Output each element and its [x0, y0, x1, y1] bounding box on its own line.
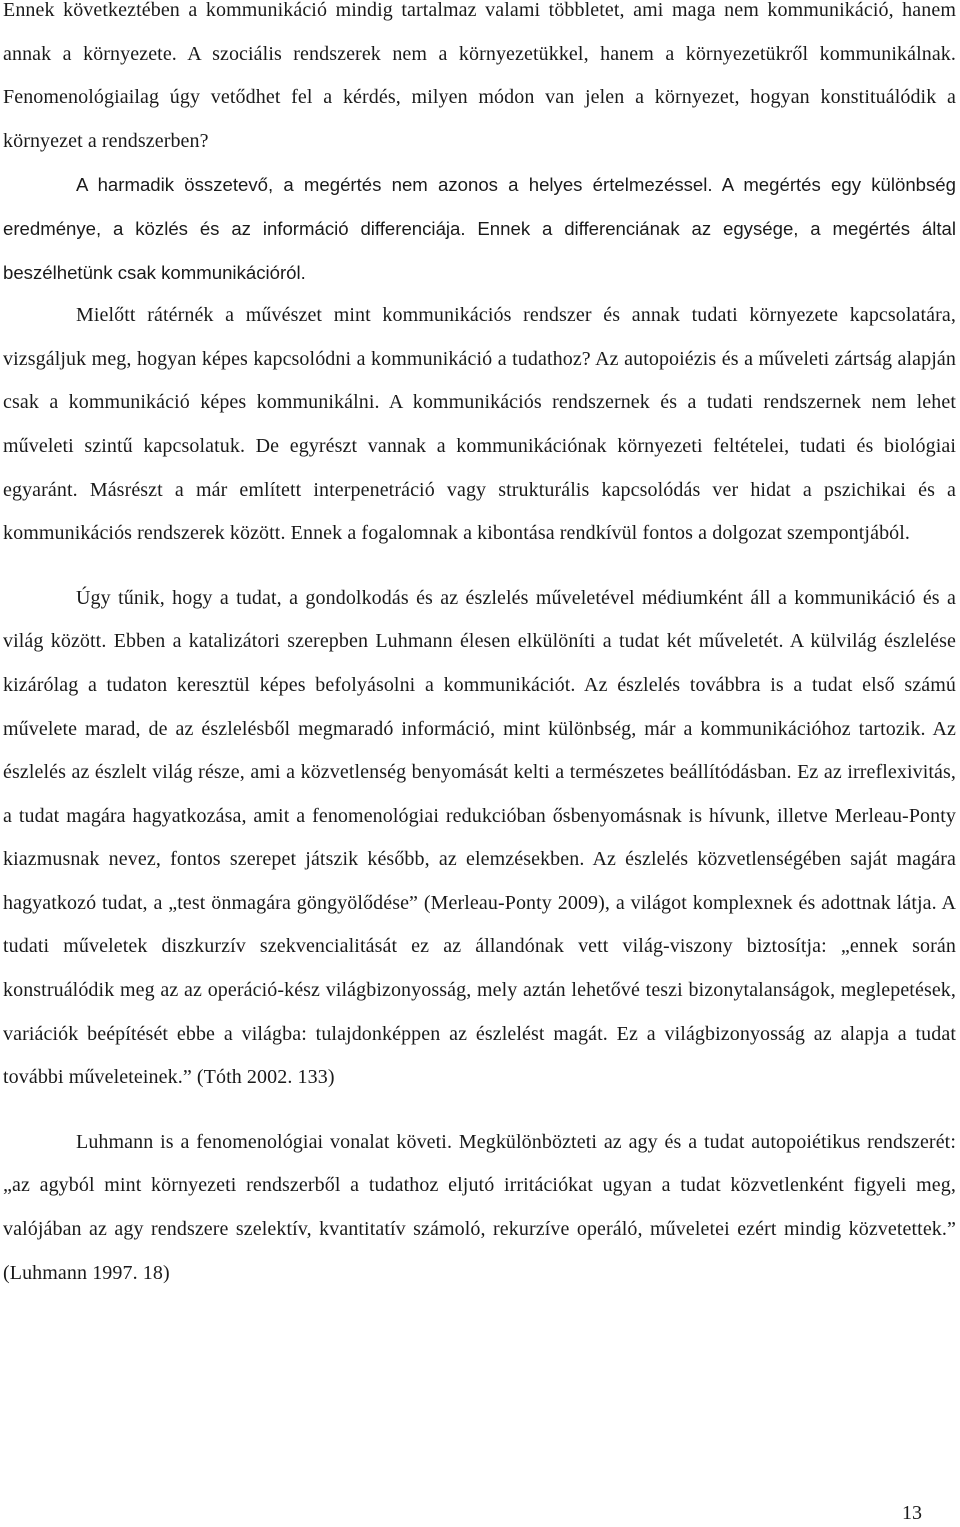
paragraph-1: Ennek következtében a kommunikáció mindig tartalmaz valami többletet, ami maga nem kommunikáció, hanem annak a környezete. A szociális rendszerek nem a környezetükkel, hanem a környezetükről kommunikálnak. Fenomenológiailag úgy vetődhet fel a kérdés, milyen módon van jelen a környezet, hogyan konstituálódik a környezet a rendszerben?	[3, 0, 956, 152]
paragraph-2: A harmadik összetevő, a megértés nem azonos a helyes értelmezéssel. A megértés egy különbség eredménye, a közlés és az információ differenciája. Ennek a differenciának az egysége, a megértés által beszélhetünk csak kommunikációról.	[3, 174, 956, 283]
paragraph-3: Mielőtt rátérnék a művészet mint kommunikációs rendszer és annak tudati környezete kapcsolatára, vizsgáljuk meg, hogyan képes kapcsolódni a kommunikáció a tudathoz? Az autopoiézis és a műveleti zártság alapján csak a kommunikáció képes kommunikálni. A kommunikációs rendszernek és a tudati rendszernek nem lehet műveleti szintű kapcsolatuk. De egyrészt vannak a kommunikációnak környezeti feltételei, tudati és biológiai egyaránt. Másrészt a már említett interpenetráció vagy strukturális kapcsolódás ver hidat a pszichikai és a kommunikációs rendszerek között. Ennek a fogalomnak a kibontása rendkívül fontos a dolgozat szempontjából.	[3, 304, 956, 545]
paragraph-5: Luhmann is a fenomenológiai vonalat követi. Megkülönbözteti az agy és a tudat autopoiétikus rendszerét: „az agyból mint környezeti rendszerből a tudathoz eljutó irritációkat ugyan a tudat közvetlenként figyeli meg, valójában az agy rendszere szelektív, kvantitatív számoló, rekurzíve operáló, műveletei ezért mindig közvetettek.” (Luhmann 1997. 18)	[3, 1130, 956, 1284]
page-number: 13	[902, 1502, 922, 1524]
paragraph-4: Úgy tűnik, hogy a tudat, a gondolkodás és az észlelés műveletével médiumként áll a kommunikáció és a világ között. Ebben a katalizátori szerepben Luhmann élesen elkülöníti a tudat két műveletét. A külvilág észlelése kizárólag a tudaton keresztül képes befolyásolni a kommunikációt. Az észlelés továbbra is a tudat első számú művelete marad, de az észlelésből megmaradó információ, mint különbség, már a kommunikációhoz tartozik. Az észlelés az észlelt világ része, ami a közvetlenség benyomását kelti a természetes beállítódásban. Ez az irreflexivitás, a tudat magára hagyatkozása, amit a fenomenológiai redukcióban ősbenyomásnak is hívunk, illetve Merleau-Ponty kiazmusnak nevez, fontos szerepet játszik később, az elemzésekben. Az észlelés közvetlenségében saját magára hagyatkozó tudat, a „test önmagára göngyölődése” (Merleau-Ponty 2009), a világot komplexnek és adottnak látja. A tudati műveletek diszkurzív szekvencialitását ez az állandónak vett világ-viszony biztosítja: „ennek során konstruálódik meg az az operáció-kész világbizonyosság, mely aztán lehetővé teszi bizonytalanságok, meglepetések, variációk beépítését ebbe a világba: tulajdonképpen az észlelést magát. Ez a világbizonyosság az alapja a tudat további műveleteinek.” (Tóth 2002. 133)	[3, 586, 956, 1089]
